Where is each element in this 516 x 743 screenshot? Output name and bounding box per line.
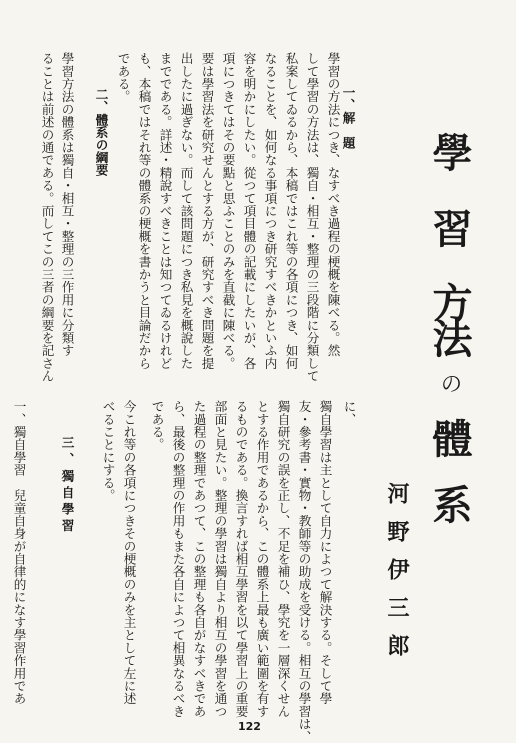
body-column: して學習の方法は、獨自・相互・整理の三段階に分類して: [304, 52, 320, 383]
body-column: 項につきてはその要點と思ふことのみを直截に陳べる。: [220, 52, 236, 370]
title-char: 體: [426, 418, 473, 458]
body-column: 出したに過ぎない。而して該問題につき私見を概說した: [178, 52, 194, 370]
title-char: 系: [426, 484, 473, 524]
section-heading-dokuji: 三、獨自學習: [59, 436, 75, 536]
body-column: 學習方法の體系は獨自・相互・整理の三作用に分類す: [59, 52, 75, 357]
body-column: である。: [149, 400, 165, 451]
page-number: 122: [238, 720, 261, 733]
body-column: 獨自學習は主として自力によつて解決する。そして學: [317, 400, 333, 705]
body-column: 今これ等の各項につきその梗概のみを主として左に述: [121, 400, 137, 705]
body-column: 學習の方法につき、なすべき過程の梗概を陳べる。然: [325, 52, 341, 357]
body-column: 要は學習法を研究せんとする方が、研究すべき問題を提: [199, 52, 215, 370]
body-column: も、本稿ではそれ等の體系の梗概を書かうと目論だから: [136, 52, 152, 370]
body-column: なることを、如何なる事項につき研究すべきかといふ内: [262, 52, 278, 370]
body-column: た過程の整理であつて、この整理も各自がなすべきであ: [191, 400, 207, 718]
body-column: 獨自研究の誤を正し、不足を補ひ、學究を一層深くせん: [275, 400, 291, 718]
body-column: とする作用であるから、この體系上最も廣い範圍を有す: [254, 400, 270, 718]
body-column: 容を明かにしたい。從つて項目體の記載にしたいが、各: [241, 52, 257, 370]
author-name: 河野伊三郎: [384, 482, 410, 672]
body-column: 部面と見たい。整理の學習は獨自より相互の學習を通つ: [212, 400, 228, 718]
section-heading-kaidai: 一、解 題: [340, 86, 356, 149]
title-char: 學: [426, 132, 473, 172]
body-column: るものである。換言すれば相互學習を以て學習上の重要: [233, 400, 249, 718]
title-char: 習: [426, 208, 473, 248]
body-column: である。: [115, 52, 131, 103]
title-char: 法: [426, 318, 473, 358]
title-char: 方: [426, 282, 473, 322]
body-column: べることにする。: [100, 400, 116, 502]
body-column: 友・參考書・實物・教師等の助成を受ける。相互の學習は、: [296, 400, 312, 743]
title-char: の: [437, 372, 462, 394]
section-heading-taikei: 二、體系の綱要: [93, 88, 109, 177]
body-column: ることは前述の通である。而してこの三者の綱要を記さん: [39, 52, 55, 383]
body-column: までである。詳述・精說すべきことは知つてゐるけれど: [157, 52, 173, 370]
body-column: 一、獨自學習 兒童自身が自律的になす學習作用であ: [11, 400, 27, 705]
body-column: 私案してゐるから、本稿ではこれ等の各項につき、如何: [283, 52, 299, 370]
body-column: ら、最後の整理の作用もまた各自によつて相異なるべき: [170, 400, 186, 718]
body-column: に、: [341, 400, 357, 426]
